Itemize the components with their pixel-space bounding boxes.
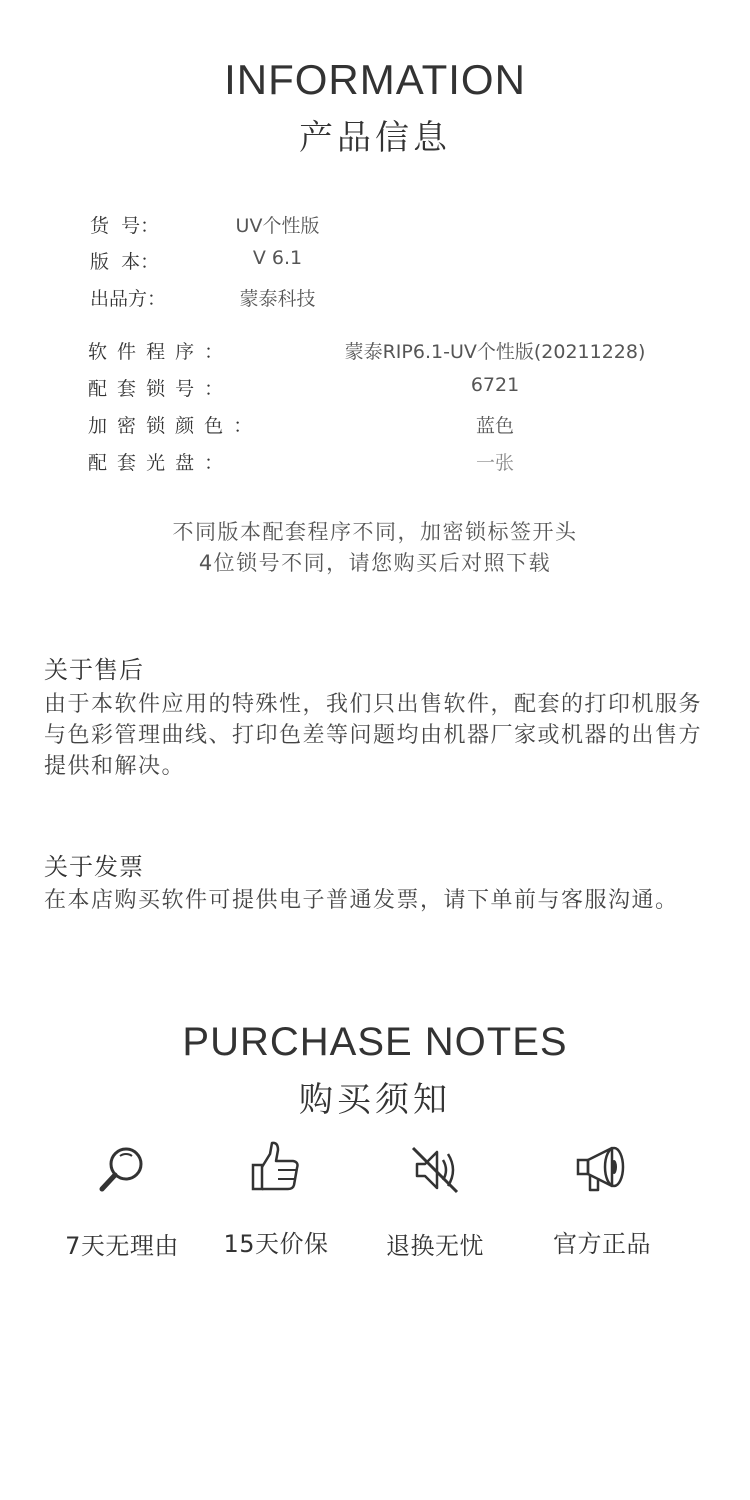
disc-value: 一张 (475, 452, 514, 474)
after-sales-text: 由于本软件应用的特殊性，我们只出售软件，配套的打印机服务与色彩管理曲线、打印色差等问题均由机器厂家或机器的出售方提供和解决。 (44, 692, 703, 779)
software-program-value: 蒙泰RIP6.1-UV个性版(20211228) (344, 341, 646, 363)
publisher-value: 蒙泰科技 (239, 288, 316, 310)
feature-label: 15天价保 (223, 1230, 329, 1258)
feature-label: 官方正品 (553, 1230, 651, 1258)
disc-label: 配 套 光 盘 ： (88, 452, 226, 474)
item-number-value: UV个性版 (235, 215, 320, 237)
product-info-title: 产品信息 (299, 118, 451, 158)
version-value: V 6.1 (252, 247, 303, 269)
thumbs-up-icon (248, 1140, 304, 1196)
feature-official-genuine (522, 1140, 682, 1259)
feature-price-protection (196, 1140, 356, 1259)
publisher-label: 出品方： (90, 288, 167, 310)
invoice-heading: 关于发票 (44, 853, 144, 881)
feature-no-reason-return (42, 1142, 202, 1261)
lock-color-label: 加 密 锁 颜 色 ： (88, 415, 255, 437)
lock-number-label: 配 套 锁 号 ： (88, 378, 226, 400)
invoice-text: 在本店购买软件可提供电子普通发票，请下单前与客服沟通。 (44, 888, 679, 913)
version-note-line1: 不同版本配套程序不同，加密锁标签开头 (172, 520, 578, 544)
feature-worry-free-exchange (355, 1142, 515, 1261)
version-label: 版 本： (90, 251, 160, 273)
version-note-line2: 4位锁号不同，请您购买后对照下载 (198, 551, 552, 575)
purchase-notes-cn-title: 购买须知 (299, 1080, 451, 1120)
purchase-notes-title: PURCHASE NOTES (182, 1020, 568, 1064)
information-title: INFORMATION (224, 56, 526, 103)
after-sales-heading: 关于售后 (44, 656, 144, 684)
software-program-label: 软 件 程 序 ： (88, 341, 226, 363)
magnifier-icon (94, 1142, 150, 1198)
lock-color-value: 蓝色 (475, 415, 514, 437)
feature-label: 7天无理由 (65, 1232, 179, 1260)
item-number-label: 货 号： (90, 215, 160, 237)
megaphone-icon (574, 1140, 630, 1196)
lock-number-value: 6721 (470, 374, 520, 396)
feature-label: 退换无忧 (386, 1232, 484, 1260)
muted-speaker-icon (407, 1142, 463, 1198)
